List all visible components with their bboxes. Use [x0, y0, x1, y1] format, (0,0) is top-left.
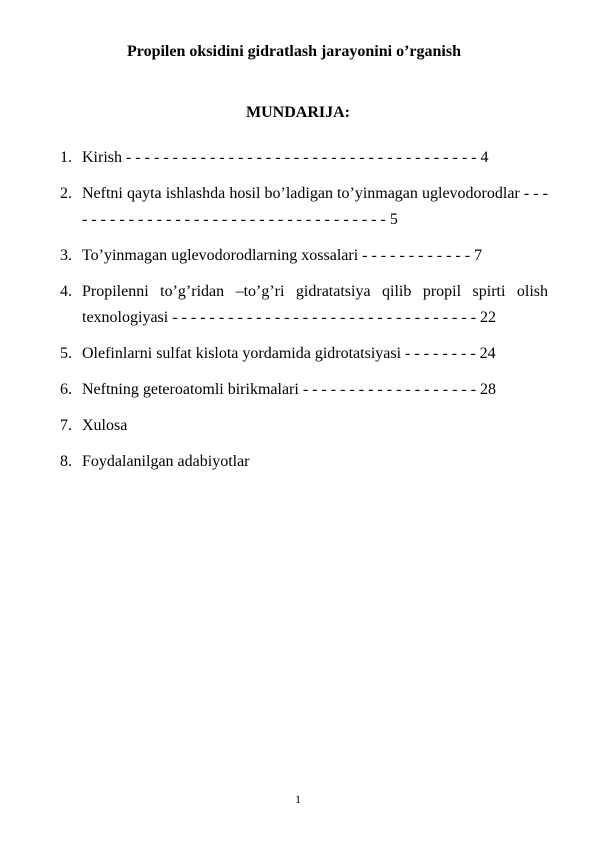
toc-item-text: Xulosa — [82, 417, 128, 434]
toc-item-number: 3. — [60, 247, 72, 264]
toc-item-2 — [60, 181, 548, 233]
page-number: 1 — [295, 792, 301, 806]
toc-item-text: Olefinlarni sulfat kislota yordamida gidrotatsiyasi - - - - - - - - 24 — [82, 345, 496, 362]
toc-item-number: 7. — [60, 417, 72, 434]
toc-item-text: To’yinmagan uglevodorodlarning xossalari - - - - - - - - - - - - 7 — [82, 247, 483, 264]
toc-item-6 — [60, 377, 548, 403]
toc-item-5 — [60, 341, 548, 367]
toc-item-7 — [60, 413, 548, 439]
toc-item-number: 6. — [60, 381, 72, 398]
toc-item-text: Kirish - - - - - - - - - - - - - - - - - - - - - - - - - - - - - - - - - - - - - - 4 — [82, 149, 489, 166]
toc-item-text: Neftni qayta ishlashda hosil bo’ladigan to’yinmagan uglevodorodlar - - - - - - - - - - - - - - - - - - - - - - - - - - - - - - - - - - - - 5 — [82, 185, 548, 228]
document-title: Propilen oksidini gidratlash jarayonini o’rganish — [127, 43, 461, 60]
toc-item-number: 8. — [60, 453, 72, 470]
toc-heading: MUNDARIJA: — [246, 104, 350, 121]
toc-item-number: 5. — [60, 345, 72, 362]
toc-item-number: 2. — [60, 185, 72, 202]
toc-item-number: 4. — [60, 283, 72, 300]
toc-item-8 — [60, 449, 548, 475]
toc-item-3 — [60, 243, 548, 269]
toc-item-1 — [60, 145, 548, 171]
table-of-contents — [60, 145, 548, 485]
toc-item-4 — [60, 279, 548, 331]
toc-item-text: Propilenni to’g’ridan –to’g’ri gidratatsiya qilib propil spirti olish texnologiyasi - - - - - - - - - - - - - - - - - - - - - - - - - - - - - - - - - 22 — [82, 283, 548, 326]
toc-item-text: Foydalanilgan adabiyotlar — [82, 453, 250, 470]
toc-item-number: 1. — [60, 149, 72, 166]
toc-item-text: Neftning geteroatomli birikmalari - - - - - - - - - - - - - - - - - - - 28 — [82, 381, 497, 398]
